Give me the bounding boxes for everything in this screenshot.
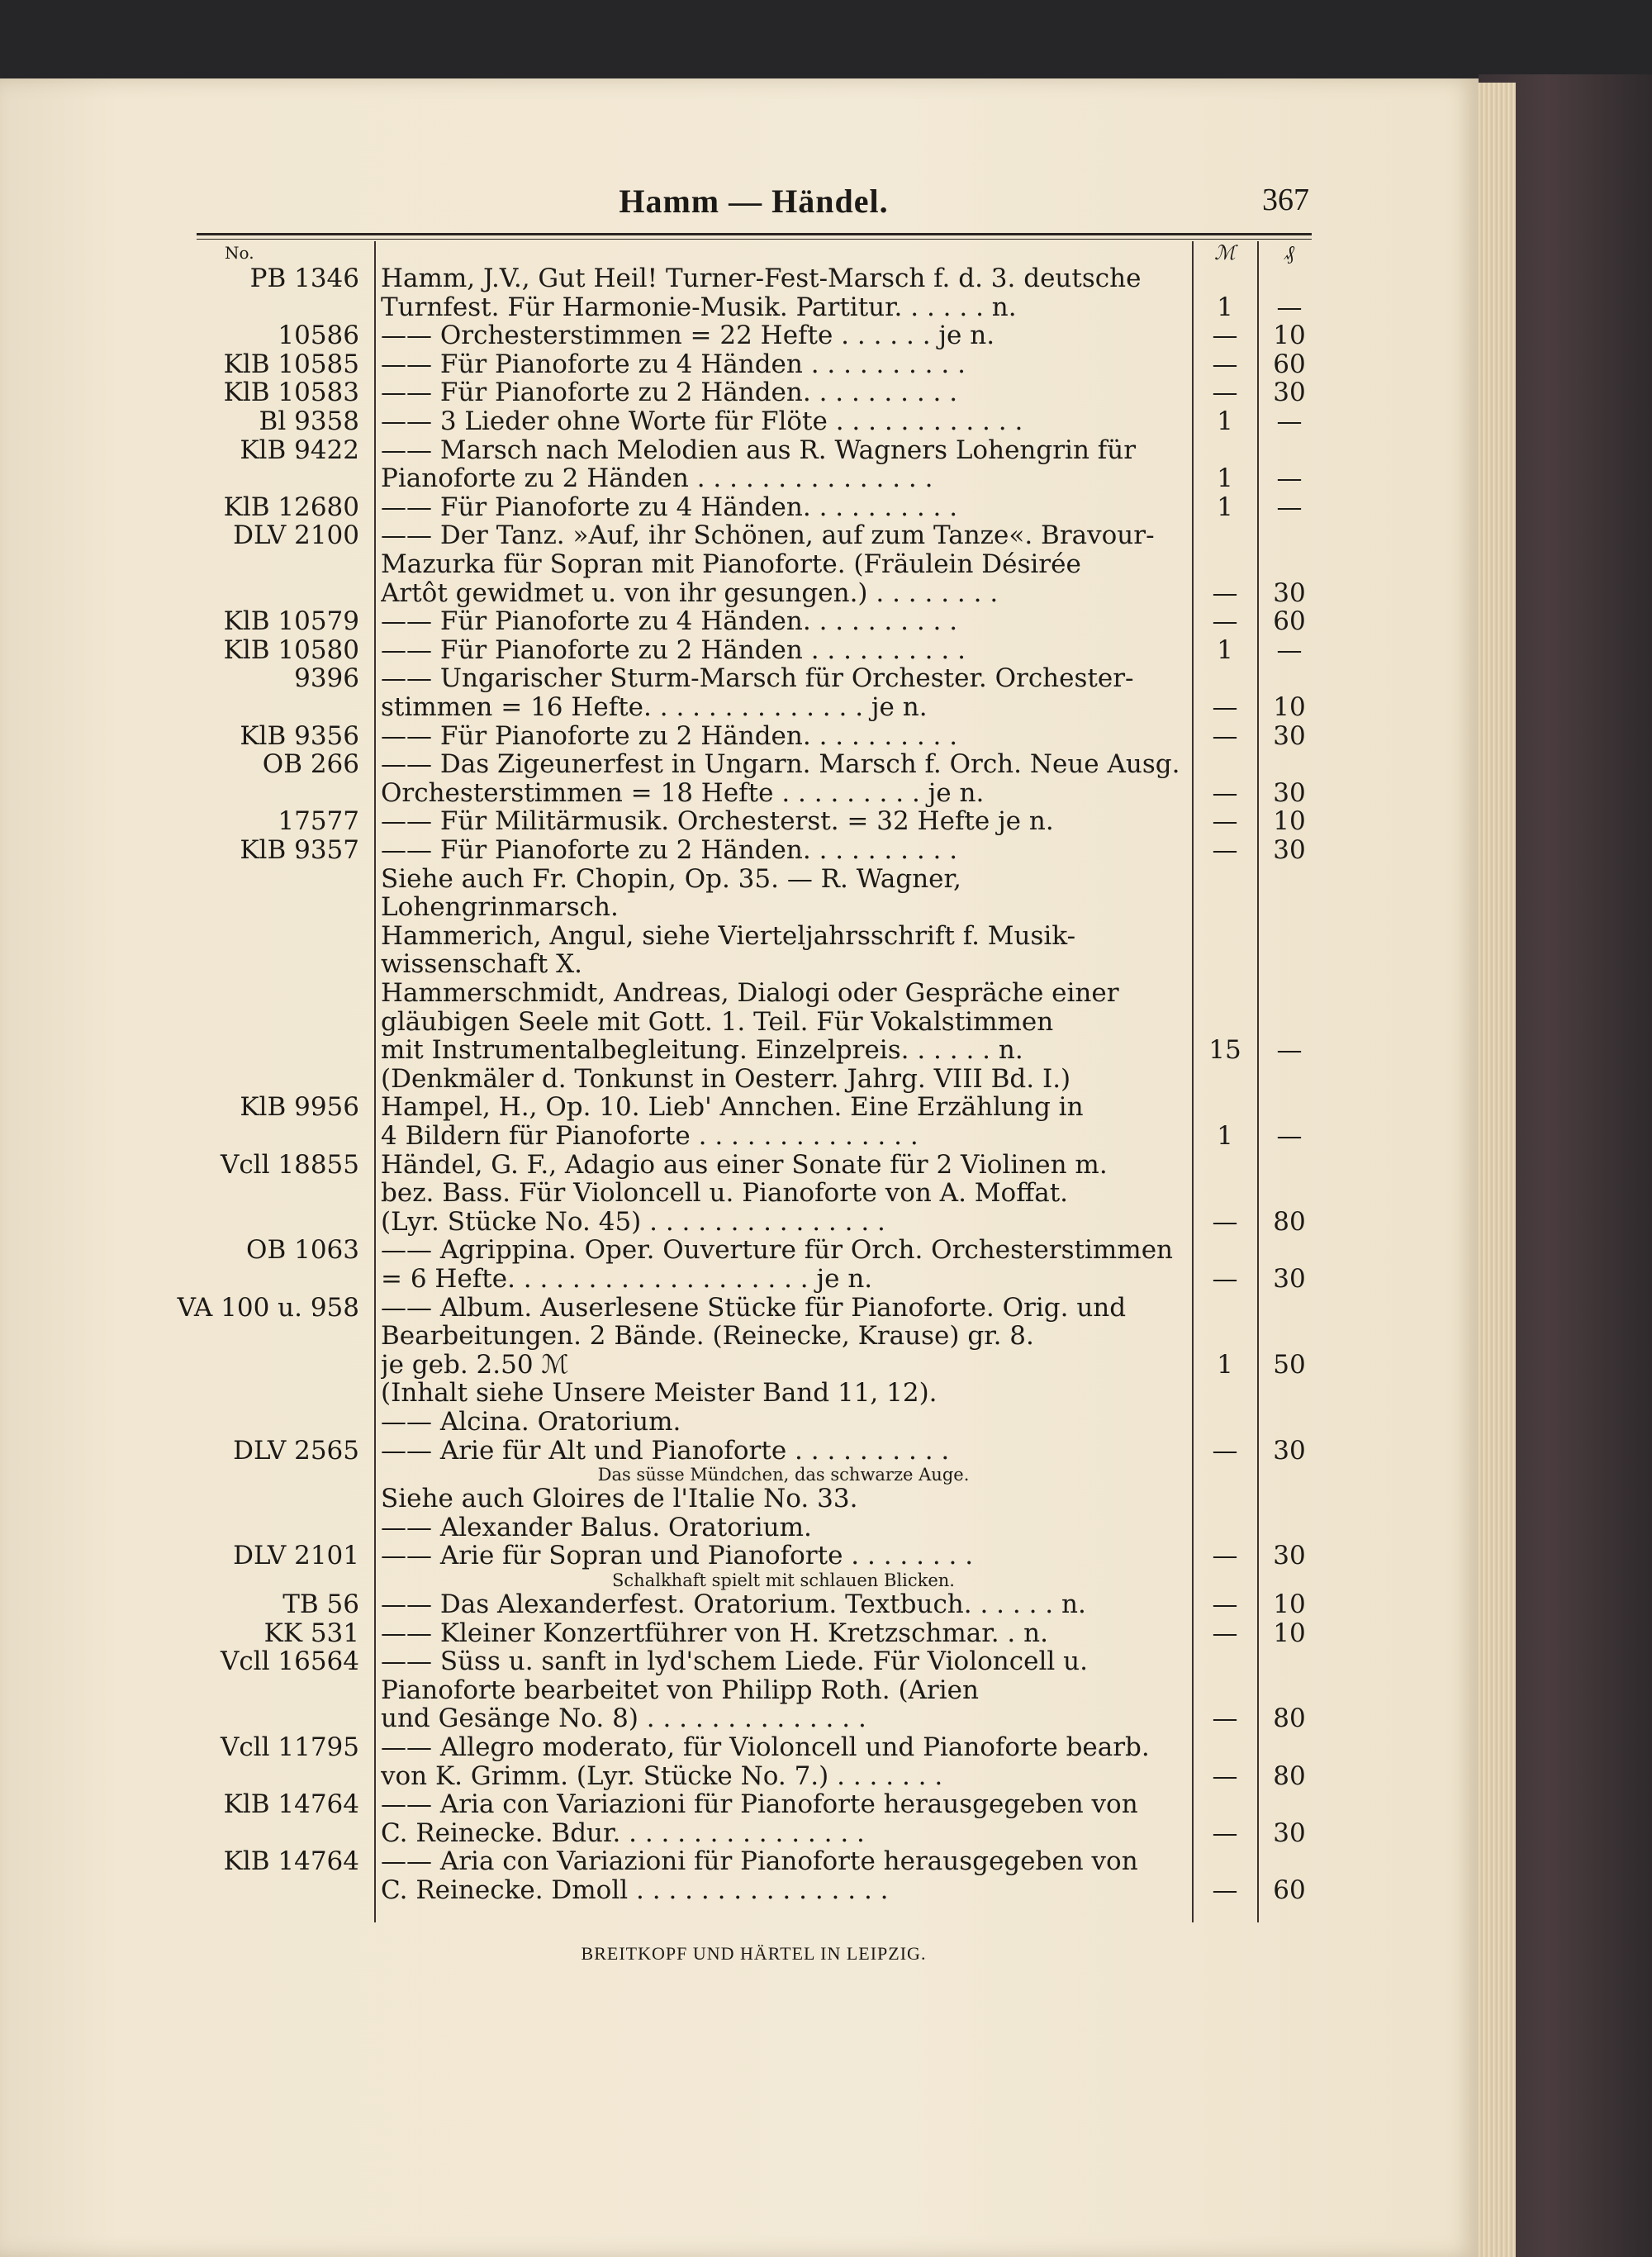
catalog-row xyxy=(0,1294,1322,1323)
entry-text: = 6 Hefte. . . . . . . . . . . . . . . . . . . je n. xyxy=(381,1265,873,1294)
entry-text: mit Instrumentalbegleitung. Einzelpreis. . . . . . n. xyxy=(381,1036,1023,1065)
entry-text: —— Orchesterstimmen = 22 Hefte . . . . . . je n. xyxy=(381,321,995,350)
catalog-row xyxy=(0,979,1322,1008)
catalog-row xyxy=(0,1847,1322,1876)
price-pfennig: — xyxy=(1276,1035,1303,1066)
page-number: 367 xyxy=(1262,183,1309,217)
catalog-row xyxy=(0,493,1322,522)
price-mark: 1 xyxy=(1217,634,1233,665)
entry-text: Turnfest. Für Harmonie-Musik. Partitur. . . . . . n. xyxy=(381,292,1017,322)
entry-text: C. Reinecke. Bdur. . . . . . . . . . . . . . . . xyxy=(381,1818,865,1848)
catalog-row xyxy=(0,722,1322,751)
catalog-row xyxy=(0,1647,1322,1676)
catalog-number: DLV 2101 xyxy=(233,1541,359,1571)
entry-text: —— Für Pianoforte zu 2 Händen. . . . . . . . . . xyxy=(381,721,958,751)
price-mark: — xyxy=(1212,777,1238,808)
catalog-row xyxy=(0,1122,1322,1151)
price-mark: — xyxy=(1212,806,1238,837)
price-mark: — xyxy=(1212,692,1238,722)
price-pfennig: 30 xyxy=(1273,378,1306,408)
price-pfennig: 10 xyxy=(1273,692,1306,722)
entry-text: —— Marsch nach Melodien aus R. Wagners Lohengrin für xyxy=(381,435,1137,465)
catalog-number: KlB 9422 xyxy=(240,435,359,465)
entry-text: —— Aria con Variazioni für Pianoforte herausgegeben von xyxy=(381,1790,1138,1819)
catalog-row xyxy=(0,350,1322,379)
price-pfennig: — xyxy=(1276,406,1303,436)
catalog-row xyxy=(0,293,1322,322)
price-mark: — xyxy=(1212,1760,1238,1791)
entry-text: und Gesänge No. 8) . . . . . . . . . . . . . . xyxy=(381,1704,866,1733)
price-mark: — xyxy=(1212,1435,1238,1466)
price-pfennig: 30 xyxy=(1273,1435,1306,1466)
catalog-row xyxy=(0,1876,1322,1905)
catalog-number: DLV 2565 xyxy=(233,1435,359,1466)
entry-text: Lohengrinmarsch. xyxy=(381,893,619,922)
catalog-number: KK 531 xyxy=(263,1618,359,1648)
catalog-row xyxy=(0,1379,1322,1408)
catalog-row xyxy=(0,1236,1322,1265)
catalog-number: KlB 9356 xyxy=(240,720,359,751)
column-header-pfennig: ₰ xyxy=(1284,241,1294,264)
price-pfennig: 60 xyxy=(1273,606,1306,637)
catalog-row xyxy=(0,1351,1322,1380)
catalog-row xyxy=(0,1179,1322,1208)
entry-text: —— Für Pianoforte zu 4 Händen. . . . . . . . . . xyxy=(381,607,958,636)
entry-text: —— Für Pianoforte zu 2 Händen. . . . . . . . . . xyxy=(381,378,958,407)
price-pfennig: 60 xyxy=(1273,1875,1306,1905)
catalog-row xyxy=(0,664,1322,693)
entry-text: Schalkhaft spielt mit schlauen Blicken. xyxy=(612,1570,955,1590)
entry-text: (Inhalt siehe Unsere Meister Band 11, 12). xyxy=(381,1379,938,1408)
entry-text: Hammerschmidt, Andreas, Dialogi oder Gespräche einer xyxy=(381,979,1119,1008)
catalog-row xyxy=(0,550,1322,579)
price-mark: — xyxy=(1212,1875,1238,1905)
catalog-row xyxy=(0,521,1322,550)
catalog-row xyxy=(0,1437,1322,1466)
catalog-row xyxy=(0,1465,1322,1485)
catalog-row xyxy=(0,1093,1322,1122)
price-mark: 1 xyxy=(1217,463,1233,494)
price-mark: — xyxy=(1212,1541,1238,1571)
catalog-row xyxy=(0,1790,1322,1819)
price-mark: 15 xyxy=(1208,1035,1241,1066)
entry-text: —— Ungarischer Sturm-Marsch für Orchester. Orchester- xyxy=(381,664,1134,693)
catalog-number: KlB 10580 xyxy=(223,634,359,665)
catalog-row xyxy=(0,407,1322,436)
catalog-number: KlB 9956 xyxy=(240,1092,359,1123)
entry-text: —— Kleiner Konzertführer von H. Kretzschmar. . n. xyxy=(381,1618,1048,1648)
catalog-number: KlB 9357 xyxy=(240,835,359,865)
catalog-number: DLV 2100 xyxy=(233,520,359,551)
price-pfennig: 10 xyxy=(1273,1589,1306,1619)
price-pfennig: — xyxy=(1276,1121,1303,1151)
catalog-row xyxy=(0,1485,1322,1513)
price-pfennig: 10 xyxy=(1273,806,1306,837)
publisher-footer: BREITKOPF UND HÄRTEL IN LEIPZIG. xyxy=(581,1943,927,1964)
entry-text: —— 3 Lieder ohne Worte für Flöte . . . . . . . . . . . . xyxy=(381,407,1023,436)
price-pfennig: 30 xyxy=(1273,777,1306,808)
catalog-number: 9396 xyxy=(294,663,359,694)
catalog-row xyxy=(0,1762,1322,1791)
catalog-row xyxy=(0,1704,1322,1733)
catalog-number: KlB 14764 xyxy=(223,1846,359,1877)
catalog-number: KlB 14764 xyxy=(223,1789,359,1820)
entry-text: Mazurka für Sopran mit Pianoforte. (Fräulein Désirée xyxy=(381,550,1081,579)
entry-text: Hamm, J.V., Gut Heil! Turner-Fest-Marsch f. d. 3. deutsche xyxy=(381,264,1142,293)
catalog-row xyxy=(0,693,1322,722)
price-mark: 1 xyxy=(1217,492,1233,522)
catalog-number: OB 1063 xyxy=(246,1235,359,1266)
entry-text: —— Allegro moderato, für Violoncell und Pianoforte bearb. xyxy=(381,1733,1150,1762)
running-title: Hamm — Händel. xyxy=(619,183,889,220)
entry-text: Artôt gewidmet u. von ihr gesungen.) . . . . . . . . xyxy=(381,578,999,608)
catalog-row xyxy=(0,922,1322,951)
catalog-row xyxy=(0,807,1322,836)
catalog-number: KlB 10579 xyxy=(223,606,359,637)
entry-text: bez. Bass. Für Violoncell u. Pianoforte von A. Moffat. xyxy=(381,1179,1069,1208)
entry-text: —— Für Militärmusik. Orchesterst. = 32 Hefte je n. xyxy=(381,807,1054,836)
entry-text: —— Das Alexanderfest. Oratorium. Textbuch. . . . . . n. xyxy=(381,1590,1086,1619)
catalog-number: 17577 xyxy=(278,806,359,837)
catalog-row xyxy=(0,1208,1322,1237)
price-mark: — xyxy=(1212,835,1238,865)
price-pfennig: 80 xyxy=(1273,1703,1306,1734)
entry-text: —— Das Zigeunerfest in Ungarn. Marsch f. Orch. Neue Ausg. xyxy=(381,750,1180,779)
catalog-number: TB 56 xyxy=(282,1589,359,1619)
catalog-row xyxy=(0,1008,1322,1037)
price-pfennig: — xyxy=(1276,492,1303,522)
catalog-row xyxy=(0,836,1322,865)
entry-text: —— Für Pianoforte zu 2 Händen. . . . . . . . . . xyxy=(381,836,958,865)
catalog-row xyxy=(0,1036,1322,1065)
header-rule xyxy=(197,233,1312,235)
catalog-number: KlB 10585 xyxy=(223,349,359,379)
price-pfennig: 30 xyxy=(1273,1817,1306,1848)
price-pfennig: 50 xyxy=(1273,1349,1306,1380)
entry-text: —— Arie für Sopran und Pianoforte . . . . . . . . xyxy=(381,1542,974,1570)
entry-text: Bearbeitungen. 2 Bände. (Reinecke, Krause) gr. 8. xyxy=(381,1322,1034,1351)
catalog-row xyxy=(0,1151,1322,1180)
catalog-number: KlB 10583 xyxy=(223,378,359,408)
price-mark: — xyxy=(1212,378,1238,408)
price-pfennig: 10 xyxy=(1273,1618,1306,1648)
price-pfennig: 60 xyxy=(1273,349,1306,379)
entry-text: Hampel, H., Op. 10. Lieb' Annchen. Eine Erzählung in xyxy=(381,1093,1084,1122)
catalog-row xyxy=(0,1513,1322,1542)
entry-text: Siehe auch Fr. Chopin, Op. 35. — R. Wagner, xyxy=(381,864,961,894)
catalog-row xyxy=(0,1265,1322,1294)
catalog-row xyxy=(0,750,1322,779)
price-mark: — xyxy=(1212,321,1238,351)
price-mark: — xyxy=(1212,1206,1238,1237)
column-header-row xyxy=(0,241,1322,264)
entry-text: wissenschaft X. xyxy=(381,950,583,979)
entry-text: —— Alcina. Oratorium. xyxy=(381,1408,681,1437)
price-mark: — xyxy=(1212,1264,1238,1294)
catalog-row xyxy=(0,636,1322,665)
entry-text: (Denkmäler d. Tonkunst in Oesterr. Jahrg. VIII Bd. I.) xyxy=(381,1064,1071,1094)
entry-text: stimmen = 16 Hefte. . . . . . . . . . . . . . je n. xyxy=(381,693,928,722)
catalog-number: Vcll 18855 xyxy=(220,1149,359,1180)
header-rule-thin xyxy=(197,239,1312,240)
catalog-row xyxy=(0,865,1322,894)
price-mark: — xyxy=(1212,349,1238,379)
entry-text: je geb. 2.50 ℳ xyxy=(381,1350,569,1380)
catalog-number: Vcll 11795 xyxy=(220,1732,359,1762)
price-mark: 1 xyxy=(1217,1349,1233,1380)
entry-text: —— Agrippina. Oper. Ouverture für Orch. Orchesterstimmen xyxy=(381,1236,1174,1265)
catalog-number: Bl 9358 xyxy=(259,406,359,436)
price-pfennig: 30 xyxy=(1273,1264,1306,1294)
price-mark: — xyxy=(1212,720,1238,751)
entry-text: 4 Bildern für Pianoforte . . . . . . . . . . . . . . xyxy=(381,1122,919,1151)
catalog-number: Vcll 16564 xyxy=(220,1646,359,1677)
catalog-number: PB 1346 xyxy=(249,264,359,293)
catalog-row xyxy=(0,1322,1322,1351)
price-pfennig: — xyxy=(1276,634,1303,665)
price-mark: — xyxy=(1212,606,1238,637)
catalog-row xyxy=(0,1619,1322,1648)
catalog-row xyxy=(0,1676,1322,1705)
catalog-row xyxy=(0,1570,1322,1590)
price-mark: 1 xyxy=(1217,406,1233,436)
catalog-row xyxy=(0,464,1322,493)
price-pfennig: 30 xyxy=(1273,835,1306,865)
catalog-row xyxy=(0,378,1322,407)
catalog-row xyxy=(0,779,1322,808)
entry-text: Hammerich, Angul, siehe Vierteljahrsschrift f. Musik- xyxy=(381,921,1076,951)
catalog-row xyxy=(0,321,1322,350)
price-mark: — xyxy=(1212,1703,1238,1734)
entry-text: —— Der Tanz. »Auf, ihr Schönen, auf zum Tanze«. Bravour- xyxy=(381,521,1155,550)
catalog-row xyxy=(0,1542,1322,1570)
entry-text: Händel, G. F., Adagio aus einer Sonate für 2 Violinen m. xyxy=(381,1150,1108,1180)
price-pfennig: 80 xyxy=(1273,1206,1306,1237)
price-mark: — xyxy=(1212,577,1238,608)
entry-text: Orchesterstimmen = 18 Hefte . . . . . . . . . je n. xyxy=(381,778,985,808)
page-header xyxy=(198,182,1309,223)
catalog-row xyxy=(0,1733,1322,1762)
entry-text: von K. Grimm. (Lyr. Stücke No. 7.) . . . . . . . xyxy=(381,1761,943,1791)
catalog-number: OB 266 xyxy=(262,749,359,780)
price-pfennig: — xyxy=(1276,292,1303,322)
entry-text: Pianoforte bearbeitet von Philipp Roth. (Arien xyxy=(381,1675,979,1705)
catalog-row xyxy=(0,1590,1322,1619)
entry-text: —— Für Pianoforte zu 4 Händen . . . . . . . . . . xyxy=(381,349,966,379)
price-pfennig: 10 xyxy=(1273,321,1306,351)
entry-text: —— Album. Auserlesene Stücke für Pianoforte. Orig. und xyxy=(381,1293,1127,1323)
entry-text: —— Arie für Alt und Pianoforte . . . . . . . . . . xyxy=(381,1436,950,1466)
price-mark: — xyxy=(1212,1589,1238,1619)
entry-text: Das süsse Mündchen, das schwarze Auge. xyxy=(597,1465,970,1485)
entry-text: —— Für Pianoforte zu 2 Händen . . . . . . . . . . xyxy=(381,635,966,665)
catalog-row xyxy=(0,436,1322,465)
price-pfennig: 30 xyxy=(1273,1541,1306,1571)
column-header-mark: ℳ xyxy=(1214,241,1236,264)
price-mark: 1 xyxy=(1217,292,1233,322)
catalog-number: KlB 12680 xyxy=(223,492,359,522)
price-pfennig: 30 xyxy=(1273,577,1306,608)
catalog-row xyxy=(0,893,1322,922)
price-pfennig: 30 xyxy=(1273,720,1306,751)
catalog-row xyxy=(0,950,1322,979)
column-header-no: No. xyxy=(225,243,254,263)
catalog-row xyxy=(0,1819,1322,1848)
catalog-row xyxy=(0,607,1322,636)
entry-text: —— Süss u. sanft in lyd'schem Liede. Für Violoncell u. xyxy=(381,1647,1088,1676)
price-pfennig: — xyxy=(1276,463,1303,494)
price-mark: — xyxy=(1212,1618,1238,1648)
entry-text: Pianoforte zu 2 Händen . . . . . . . . . . . . . . . xyxy=(381,464,933,493)
entry-text: (Lyr. Stücke No. 45) . . . . . . . . . . . . . . . xyxy=(381,1207,885,1237)
price-pfennig: 80 xyxy=(1273,1760,1306,1791)
entry-text: gläubigen Seele mit Gott. 1. Teil. Für Vokalstimmen xyxy=(381,1007,1054,1037)
entry-text: —— Alexander Balus. Oratorium. xyxy=(381,1513,812,1542)
price-mark: — xyxy=(1212,1817,1238,1848)
price-mark: 1 xyxy=(1217,1121,1233,1151)
catalog-row xyxy=(0,264,1322,293)
entry-text: —— Aria con Variazioni für Pianoforte herausgegeben von xyxy=(381,1847,1138,1876)
catalog-number: 10586 xyxy=(278,321,359,351)
entry-text: Siehe auch Gloires de l'Italie No. 33. xyxy=(381,1485,858,1513)
catalog-number: VA 100 u. 958 xyxy=(177,1292,359,1323)
entry-text: C. Reinecke. Dmoll . . . . . . . . . . . . . . . . xyxy=(381,1876,889,1905)
entry-text: —— Für Pianoforte zu 4 Händen. . . . . . . . . . xyxy=(381,492,958,522)
catalog-row xyxy=(0,579,1322,608)
catalog-row xyxy=(0,1408,1322,1437)
catalog-row xyxy=(0,1065,1322,1094)
